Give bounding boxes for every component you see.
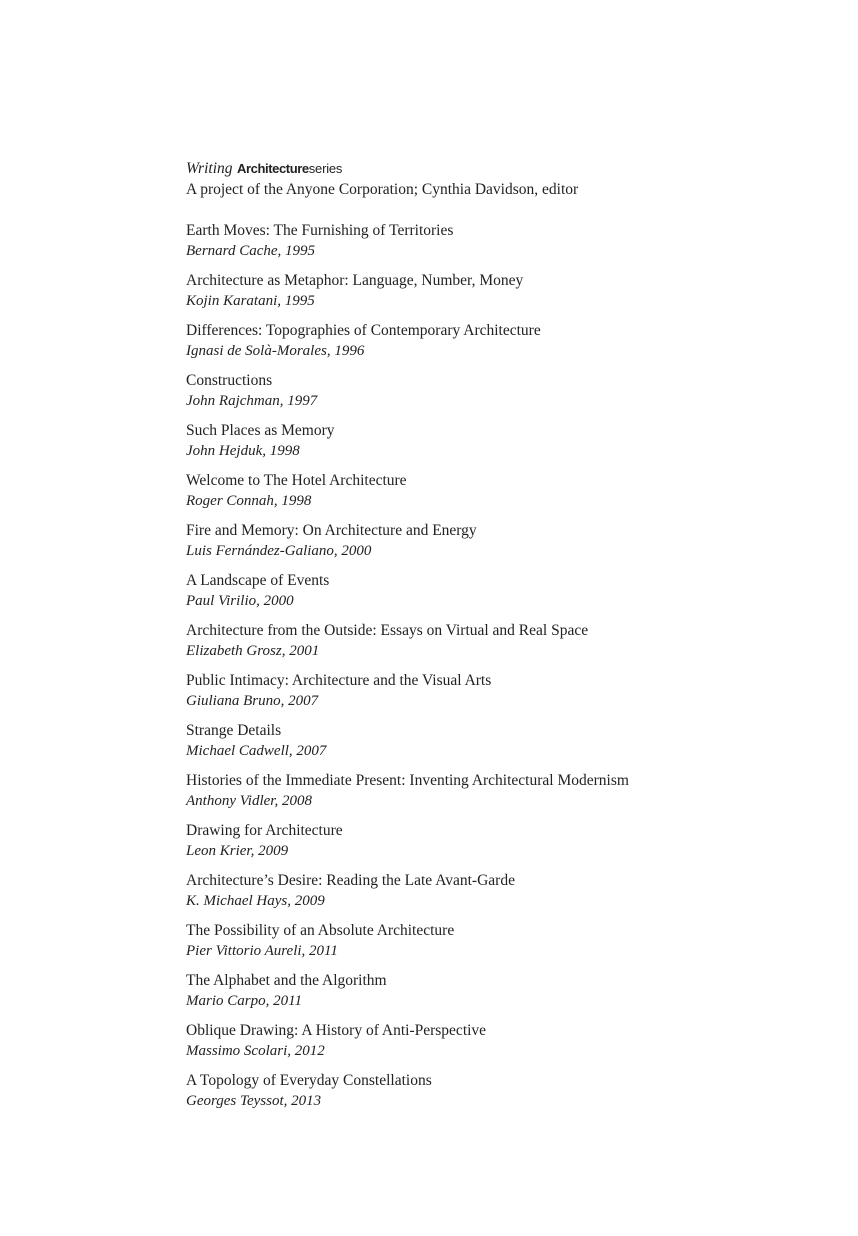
- book-entry: [186, 470, 826, 520]
- book-entry: [186, 670, 826, 720]
- book-entry: [186, 870, 826, 920]
- book-entry: [186, 620, 826, 670]
- book-entry: [186, 920, 826, 970]
- book-entry: [186, 420, 826, 470]
- book-author-year: Kojin Karatani, 1995: [186, 293, 315, 309]
- book-title: Drawing for Architecture: [186, 822, 343, 839]
- book-title: The Possibility of an Absolute Architecture: [186, 922, 455, 939]
- book-title: Oblique Drawing: A History of Anti-Perspective: [186, 1022, 487, 1039]
- book-entry: [186, 520, 826, 570]
- book-author-year: Elizabeth Grosz, 2001: [186, 643, 320, 659]
- book-title: Architecture’s Desire: Reading the Late Avant-Garde: [186, 872, 515, 889]
- book-title: A Landscape of Events: [186, 572, 330, 589]
- book-entry: [186, 370, 826, 420]
- book-author-year: Leon Krier, 2009: [186, 843, 289, 859]
- book-title: Earth Moves: The Furnishing of Territories: [186, 222, 454, 239]
- book-title: Histories of the Immediate Present: Inventing Architectural Modernism: [186, 772, 629, 789]
- book-entry: [186, 970, 826, 1020]
- book-entry: [186, 1020, 826, 1070]
- book-title: Such Places as Memory: [186, 422, 335, 439]
- book-author-year: Giuliana Bruno, 2007: [186, 693, 319, 709]
- book-author-year: Bernard Cache, 1995: [186, 243, 316, 259]
- series-name-architecture: Architecture: [236, 161, 309, 176]
- book-title: A Topology of Everyday Constellations: [186, 1072, 432, 1089]
- series-word: series: [308, 161, 343, 176]
- series-name-writing: Writing: [186, 160, 233, 177]
- book-author-year: Luis Fernández-Galiano, 2000: [186, 543, 372, 559]
- book-entry: [186, 570, 826, 620]
- book-title: Constructions: [186, 372, 273, 389]
- book-title: Public Intimacy: Architecture and the Visual Arts: [186, 672, 492, 689]
- book-author-year: Anthony Vidler, 2008: [186, 793, 312, 809]
- book-author-year: Michael Cadwell, 2007: [186, 743, 327, 759]
- book-entry: [186, 720, 826, 770]
- book-author-year: Roger Connah, 1998: [186, 493, 312, 509]
- book-author-year: Pier Vittorio Aureli, 2011: [186, 943, 338, 959]
- project-credit: A project of the Anyone Corporation; Cynthia Davidson, editor: [186, 181, 579, 198]
- book-entry: [186, 770, 826, 820]
- book-author-year: Ignasi de Solà-Morales, 1996: [186, 343, 365, 359]
- book-title: Strange Details: [186, 722, 282, 739]
- book-title: The Alphabet and the Algorithm: [186, 972, 387, 989]
- book-author-year: Paul Virilio, 2000: [186, 593, 294, 609]
- book-author-year: K. Michael Hays, 2009: [186, 893, 325, 909]
- book-author-year: Georges Teyssot, 2013: [186, 1093, 322, 1109]
- book-entry: [186, 220, 826, 270]
- book-entry: [186, 270, 826, 320]
- book-title: Welcome to The Hotel Architecture: [186, 472, 407, 489]
- book-author-year: John Rajchman, 1997: [186, 393, 318, 409]
- book-title: Architecture from the Outside: Essays on Virtual and Real Space: [186, 622, 589, 639]
- book-author-year: John Hejduk, 1998: [186, 443, 300, 459]
- series-heading: [186, 159, 826, 179]
- book-author-year: Massimo Scolari, 2012: [186, 1043, 325, 1059]
- book-title: Architecture as Metaphor: Language, Number, Money: [186, 272, 524, 289]
- book-entry: [186, 320, 826, 370]
- book-entry: [186, 1070, 826, 1120]
- book-entry: [186, 820, 826, 870]
- series-page: [186, 159, 826, 1120]
- book-title: Differences: Topographies of Contemporary Architecture: [186, 322, 541, 339]
- book-list: [186, 220, 826, 1120]
- book-title: Fire and Memory: On Architecture and Energy: [186, 522, 477, 539]
- book-author-year: Mario Carpo, 2011: [186, 993, 302, 1009]
